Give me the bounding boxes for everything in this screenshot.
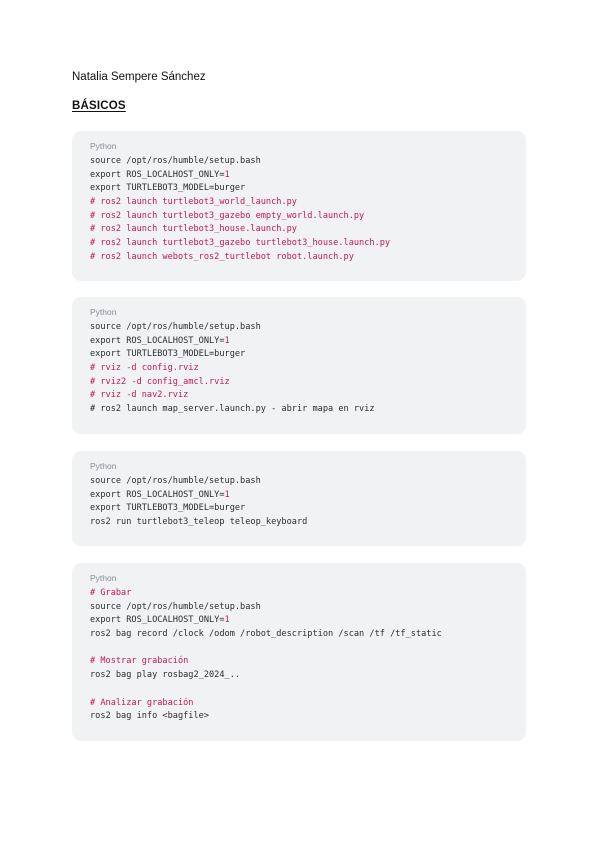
code-line: ros2 run turtlebot3_teleop teleop_keyboard: [90, 517, 308, 528]
code-line: # ros2 launch map_server.launch.py - abrir mapa en rviz: [90, 404, 375, 415]
code-block: [72, 297, 526, 434]
code-block: [72, 451, 526, 546]
code-line: source /opt/ros/humble/setup.bash: [90, 601, 261, 612]
code-block: [72, 131, 526, 281]
code-line: [90, 335, 508, 349]
code-text: export ROS_LOCALHOST_ONLY=: [90, 169, 225, 180]
code-line: [90, 614, 508, 628]
code-number-literal: 1: [224, 335, 230, 346]
code-line: export TURTLEBOT3_MODEL=burger: [90, 349, 246, 360]
code-line: [90, 683, 508, 697]
code-line: [90, 642, 508, 656]
code-line: source /opt/ros/humble/setup.bash: [90, 476, 261, 486]
code-comment-line: # Analizar grabación: [90, 697, 194, 708]
code-lines: [90, 587, 508, 724]
code-comment-line: # ros2 launch turtlebot3_world_launch.py: [90, 197, 297, 208]
code-comment-line: # Grabar: [90, 588, 132, 598]
code-language-label: Python: [90, 141, 117, 151]
code-line: ros2 bag info <bagfile>: [90, 711, 209, 722]
code-comment-line: # ros2 launch webots_ros2_turtlebot robot.launch.py: [90, 251, 354, 262]
author-name: Natalia Sempere Sánchez: [72, 71, 206, 83]
code-comment-line: # ros2 launch turtlebot3_house.launch.py: [90, 224, 297, 235]
code-text: export ROS_LOCALHOST_ONLY=: [90, 335, 225, 346]
code-language-label: Python: [90, 307, 117, 317]
code-lines: [90, 321, 508, 417]
code-number-literal: 1: [224, 169, 230, 180]
code-comment-line: # rviz -d nav2.rviz: [90, 390, 189, 401]
code-line: ros2 bag record /clock /odom /robot_description /scan /tf /tf_static: [90, 629, 442, 640]
code-comment-line: # Mostrar grabación: [90, 656, 189, 667]
code-number-literal: 1: [224, 615, 230, 626]
code-language-label: Python: [90, 461, 117, 471]
code-number-literal: 1: [224, 489, 230, 500]
code-text: export ROS_LOCALHOST_ONLY=: [90, 489, 225, 500]
code-lines: [90, 475, 508, 530]
code-line: export TURTLEBOT3_MODEL=burger: [90, 503, 246, 514]
section-heading: BÁSICOS: [72, 100, 126, 112]
code-comment-line: # ros2 launch turtlebot3_gazebo turtlebot3_house.launch.py: [90, 238, 391, 249]
code-line: ros2 bag play rosbag2_2024_..: [90, 670, 241, 681]
code-lines: [90, 155, 508, 265]
code-line: [90, 489, 508, 503]
code-comment-line: # rviz2 -d config_amcl.rviz: [90, 376, 230, 387]
code-line: source /opt/ros/humble/setup.bash: [90, 156, 261, 166]
code-line: export TURTLEBOT3_MODEL=burger: [90, 183, 246, 194]
code-line: source /opt/ros/humble/setup.bash: [90, 322, 261, 332]
code-language-label: Python: [90, 573, 117, 583]
code-comment-line: # ros2 launch turtlebot3_gazebo empty_world.launch.py: [90, 210, 365, 221]
code-text: export ROS_LOCALHOST_ONLY=: [90, 615, 225, 626]
code-line: [90, 169, 508, 183]
code-comment-line: # rviz -d config.rviz: [90, 363, 199, 374]
code-block: [72, 563, 526, 741]
